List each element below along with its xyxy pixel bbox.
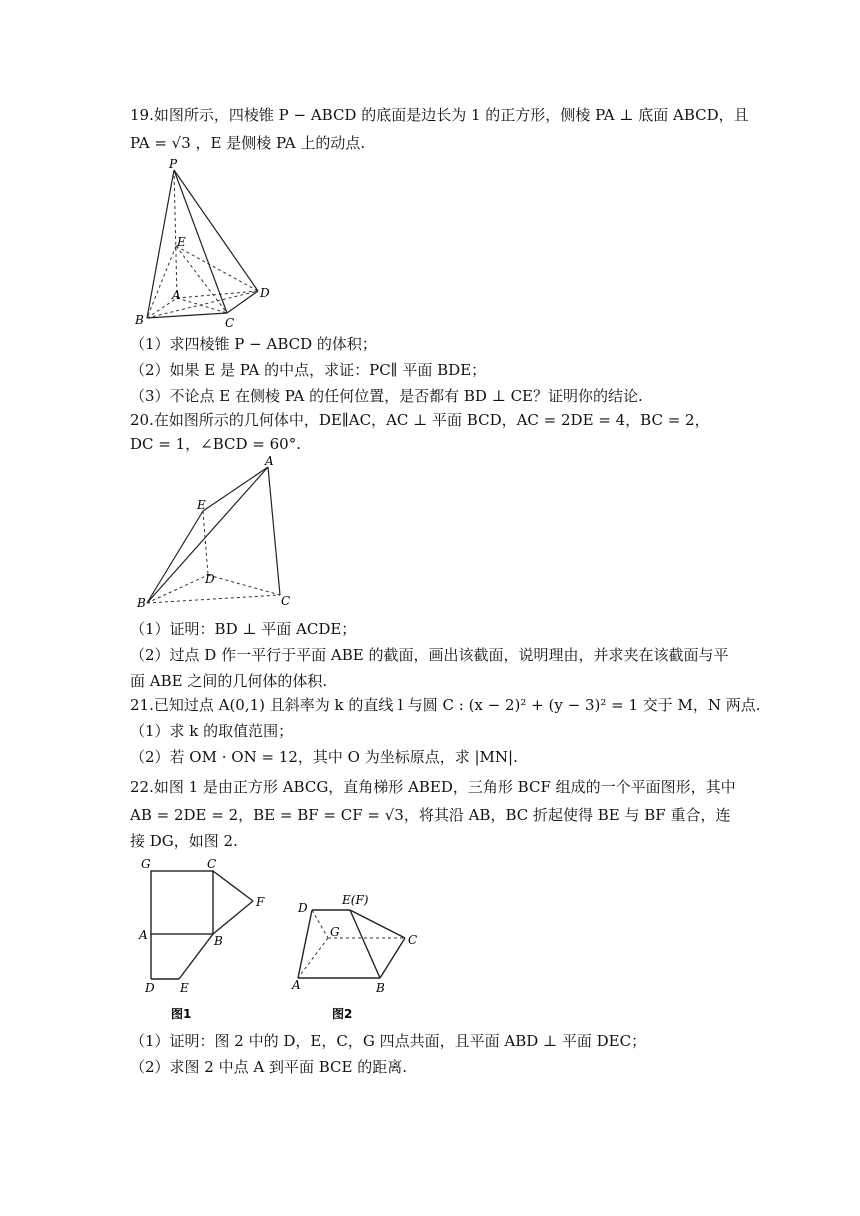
q20-sub2a: （2）过点 D 作一平行于平面 ABE 的截面，画出该截面，说明理由，并求夹在该截面与平 — [130, 646, 729, 664]
label-P: P — [169, 158, 178, 171]
q22-line3: 接 DG，如图 2. — [130, 832, 238, 850]
label-A: A — [265, 455, 274, 468]
fig1-label-D: D — [145, 981, 155, 995]
q20-line1: 20.在如图所示的几何体中，DE∥AC，AC ⊥ 平面 BCD，AC = 2DE = 4，BC = 2， — [130, 411, 710, 429]
q22-sub1: （1）证明：图 2 中的 D，E，C，G 四点共面，且平面 ABD ⊥ 平面 DEC； — [130, 1032, 647, 1050]
q22-line1: 22.如图 1 是由正方形 ABCG，直角梯形 ABED，三角形 BCF 组成的一个平面图形，其中 — [130, 778, 736, 796]
q19-sub1: （1）求四棱锥 P − ABCD 的体积； — [130, 335, 377, 353]
q21-line1: 21.已知过点 A(0,1) 且斜率为 k 的直线 l 与圆 C : (x − 2)² + (y − 3)² = 1 交于 M，N 两点. — [130, 696, 761, 714]
label-A: A — [172, 288, 181, 302]
label-D: D — [260, 286, 270, 300]
q20-solid-figure — [135, 455, 300, 610]
label-C: C — [281, 594, 291, 608]
fig1-label-F: F — [256, 895, 265, 909]
fig1-caption: 图1 — [171, 1007, 192, 1021]
label-E: E — [197, 498, 206, 512]
q19-pyramid-figure — [130, 158, 280, 333]
fig2-label-A: A — [292, 978, 301, 992]
fig1-label-A: A — [139, 928, 148, 942]
fig2-label-B: B — [376, 981, 385, 995]
label-D: D — [205, 572, 215, 586]
label-B: B — [137, 596, 146, 610]
fig2-label-D: D — [298, 901, 308, 915]
fig2-label-EF: E(F) — [342, 893, 369, 907]
fig2-caption: 图2 — [332, 1007, 353, 1021]
q22-figure-1 — [135, 855, 285, 1025]
q19-sub3: （3）不论点 E 在侧棱 PA 的任何位置，是否都有 BD ⊥ CE？证明你的结论. — [130, 387, 643, 405]
label-C: C — [225, 316, 235, 330]
q21-sub1: （1）求 k 的取值范围； — [130, 722, 294, 740]
fig1-label-B: B — [214, 934, 223, 948]
fig2-label-C: C — [408, 933, 418, 947]
q22-sub2: （2）求图 2 中点 A 到平面 BCE 的距离. — [130, 1058, 408, 1076]
fig1-label-C: C — [207, 857, 217, 871]
q19-line1: 19.如图所示，四棱锥 P − ABCD 的底面是边长为 1 的正方形，侧棱 PA ⊥ 底面 ABCD，且 — [130, 106, 749, 124]
q20-sub2b: 面 ABE 之间的几何体的体积. — [130, 672, 328, 690]
fig1-label-E: E — [180, 981, 189, 995]
q21-sub2: （2）若 OM · ON = 12，其中 O 为坐标原点，求 |MN|. — [130, 748, 518, 766]
q20-sub1: （1）证明：BD ⊥ 平面 ACDE； — [130, 620, 357, 638]
label-E: E — [177, 235, 186, 249]
label-B: B — [135, 313, 144, 327]
q20-line2: DC = 1，∠BCD = 60°. — [130, 435, 301, 453]
q22-line2: AB = 2DE = 2，BE = BF = CF = √3，将其沿 AB，BC 折起使得 BE 与 BF 重合，连 — [130, 806, 731, 824]
q19-line2: PA = √3 ，E 是侧棱 PA 上的动点. — [130, 134, 366, 152]
q19-sub2: （2）如果 E 是 PA 的中点，求证：PC∥ 平面 BDE； — [130, 361, 487, 379]
fig1-label-G: G — [141, 857, 151, 871]
fig2-label-G: G — [330, 925, 340, 939]
q22-figure-2 — [290, 890, 430, 1025]
